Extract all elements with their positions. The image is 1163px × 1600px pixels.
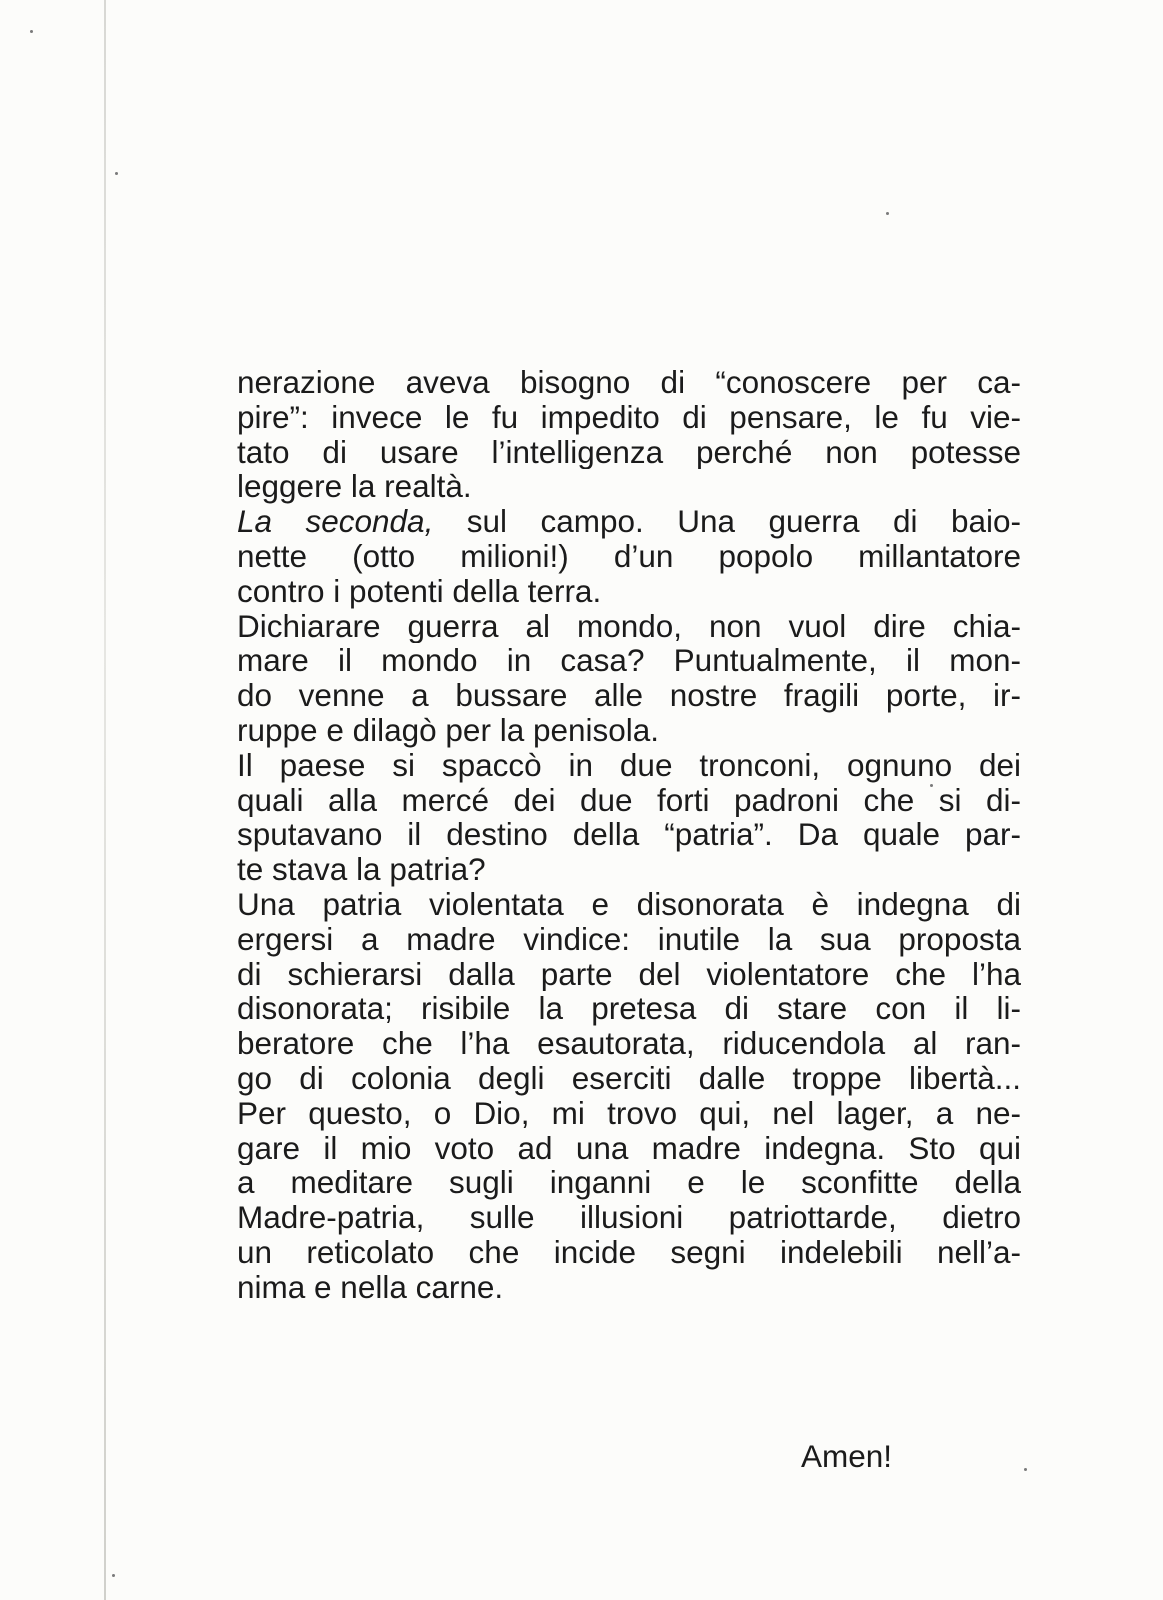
text-line [237, 887, 1021, 922]
text-line [237, 1026, 1021, 1061]
text-line [237, 678, 1021, 713]
text-line [237, 504, 1021, 539]
line-text: tato di usare l’intelligenza perché non potesse [237, 434, 1021, 470]
text-line [237, 1200, 1021, 1235]
text-line [237, 1270, 1021, 1305]
text-line [237, 400, 1021, 435]
line-text: contro i potenti della terra. [237, 573, 602, 609]
text-line [237, 1235, 1021, 1270]
text-line [237, 609, 1021, 644]
line-text: nette (otto milioni!) d’un popolo millantatore [237, 538, 1021, 574]
line-text: sul campo. Una guerra di baio- [433, 504, 1021, 539]
line-text: mare il mondo in casa? Puntualmente, il mon- [237, 643, 1021, 679]
line-text: leggere la realtà. [237, 469, 472, 505]
text-line [237, 748, 1021, 783]
line-text: sputavano il destino della “patria”. Da quale par- [237, 817, 1021, 853]
text-line [237, 539, 1021, 574]
line-text: nerazione aveva bisogno di “conoscere per ca- [237, 365, 1021, 400]
line-text: Dichiarare guerra al mondo, non vuol dire chia- [237, 608, 1021, 644]
scan-speck [886, 212, 889, 215]
line-text: Madre-patria, sulle illusioni patriottarde, dietro [237, 1200, 1021, 1235]
text-line [237, 783, 1021, 818]
text-line [237, 1131, 1021, 1166]
text-line [237, 574, 1021, 609]
scan-speck [1024, 1468, 1027, 1471]
line-text: Il paese si spaccò in due tronconi, ognuno dei [237, 747, 1021, 783]
body-text [237, 365, 1021, 1305]
line-text: Una patria violentata e disonorata è indegna di [237, 886, 1021, 922]
line-text: Per questo, o Dio, mi trovo qui, nel lager, a ne- [237, 1095, 1021, 1131]
line-text: un reticolato che incide segni indelebili nell’a- [237, 1234, 1021, 1270]
line-text: go di colonia degli eserciti dalle troppe libertà... [237, 1060, 1021, 1096]
line-text: ruppe e dilagò per la penisola. [237, 712, 660, 748]
text-line [237, 1061, 1021, 1096]
scan-speck [112, 1574, 115, 1577]
text-line [237, 922, 1021, 957]
line-text: disonorata; risibile la pretesa di stare con il li- [237, 991, 1021, 1027]
text-line [237, 1165, 1021, 1200]
closing-amen: Amen! [801, 1438, 893, 1474]
text-line [237, 435, 1021, 470]
text-line [237, 469, 1021, 504]
text-line [237, 852, 1021, 887]
line-text: te stava la patria? [237, 852, 486, 887]
line-text: a meditare sugli inganni e le sconfitte della [237, 1165, 1021, 1201]
text-line [237, 1096, 1021, 1131]
line-text: pire”: invece le fu impedito di pensare, le fu vie- [237, 399, 1021, 435]
scan-speck [30, 30, 33, 33]
text-line [237, 991, 1021, 1026]
line-text: di schierarsi dalla parte del violentatore che l’ha [237, 956, 1021, 992]
line-text: nima e nella carne. [237, 1269, 504, 1305]
text-line [237, 365, 1021, 400]
scan-speck [115, 172, 118, 175]
text-line [237, 713, 1021, 748]
line-text: quali alla mercé dei due forti padroni che si di- [237, 782, 1021, 818]
italic-phrase: La seconda, [237, 504, 434, 539]
text-line [237, 957, 1021, 992]
line-text: ergersi a madre vindice: inutile la sua proposta [237, 921, 1021, 957]
line-text: beratore che l’ha esautorata, riducendola al ran- [237, 1026, 1021, 1061]
text-line [237, 643, 1021, 678]
line-text: gare il mio voto ad una madre indegna. Sto qui [237, 1130, 1021, 1166]
line-text: do venne a bussare alle nostre fragili porte, ir- [237, 678, 1021, 713]
text-line [237, 817, 1021, 852]
page-binding-edge [104, 0, 106, 1600]
